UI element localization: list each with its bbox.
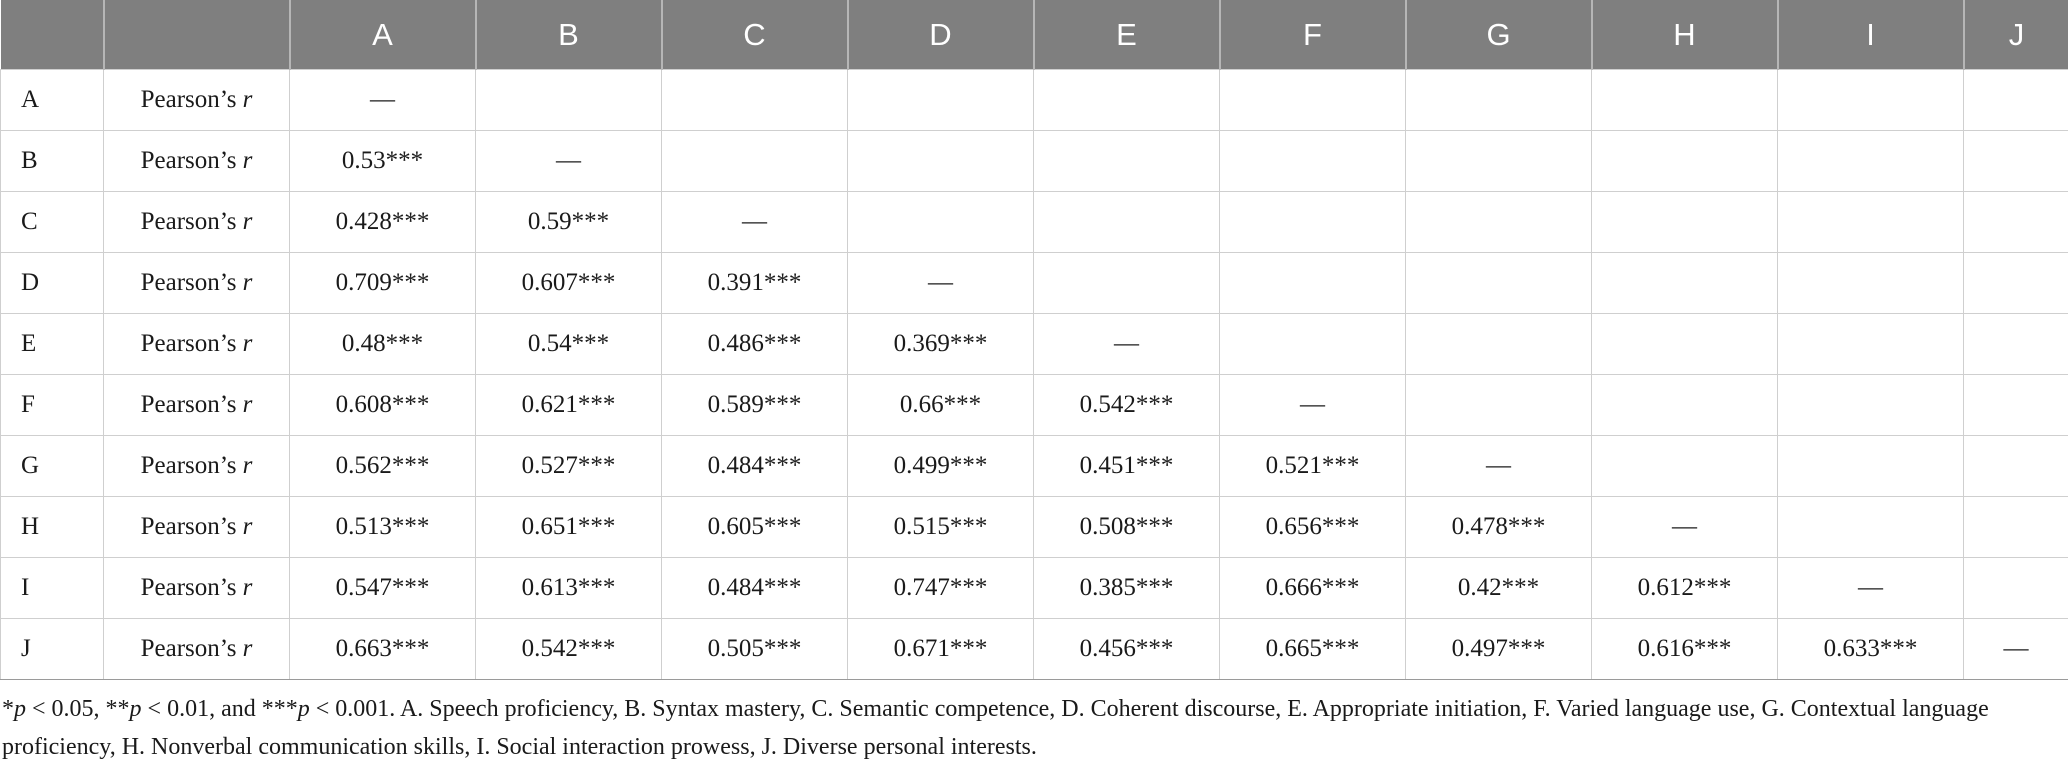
table-cell [662,70,848,131]
column-header: C [662,1,848,70]
statistic-prefix: Pearson’s [140,86,243,113]
table-cell: 0.59*** [476,192,662,253]
table-cell: 0.612*** [1592,558,1778,619]
statistic-label [104,619,290,680]
table-cell [1964,497,2068,558]
table-cell [1406,253,1592,314]
table-row [1,619,2068,680]
column-header: B [476,1,662,70]
table-cell: 0.499*** [848,436,1034,497]
statistic-prefix: Pearson’s [140,391,243,418]
table-cell: 0.484*** [662,558,848,619]
table-cell: 0.608*** [290,375,476,436]
table-cell: 0.497*** [1406,619,1592,680]
table-cell [1778,375,1964,436]
table-cell [1964,131,2068,192]
table-cell: 0.391*** [662,253,848,314]
footnote-p3-rest: < 0.001. A. Speech proficiency, B. Syntax mastery, C. Semantic competence, D. Coherent discourse, E. Appropriate initiation, F. Varied language use, G. Contextual language proficiency, H. Nonverbal communication skills, I. Social interaction prowess, J. Diverse personal interests. [2,696,1989,760]
table-cell: 0.451*** [1034,436,1220,497]
table-cell [1778,253,1964,314]
column-header: E [1034,1,1220,70]
table-cell: 0.651*** [476,497,662,558]
table-cell [1406,192,1592,253]
table-cell: 0.369*** [848,314,1034,375]
table-cell [1964,375,2068,436]
table-cell [1592,436,1778,497]
table-cell [1964,314,2068,375]
table-cell: 0.666*** [1220,558,1406,619]
table-cell [1778,436,1964,497]
table-body [1,70,2068,680]
statistic-label [104,192,290,253]
table-cell: 0.456*** [1034,619,1220,680]
row-label: J [1,619,104,680]
table-cell: — [290,70,476,131]
statistic-symbol: r [242,86,253,113]
column-header: I [1778,1,1964,70]
table-cell [1034,70,1220,131]
column-header [104,1,290,70]
table-cell [1406,131,1592,192]
table-cell [1220,192,1406,253]
table-cell: 0.607*** [476,253,662,314]
table-cell [1964,558,2068,619]
table-cell [1406,375,1592,436]
table-cell: 0.665*** [1220,619,1406,680]
table-cell: 0.48*** [290,314,476,375]
table-cell: 0.42*** [1406,558,1592,619]
table-cell [1778,497,1964,558]
statistic-label [104,558,290,619]
table-cell [1592,375,1778,436]
statistic-prefix: Pearson’s [140,452,243,479]
table-cell: — [1964,619,2068,680]
table-cell [848,192,1034,253]
footnote-p-symbol: p [297,696,310,722]
table-cell: 0.613*** [476,558,662,619]
table-row [1,436,2068,497]
table-cell: 0.515*** [848,497,1034,558]
table-cell: 0.385*** [1034,558,1220,619]
table-cell [1964,253,2068,314]
statistic-symbol: r [242,391,253,418]
statistic-prefix: Pearson’s [140,208,243,235]
footnote-p1-prefix: * [2,696,14,722]
row-label: A [1,70,104,131]
table-cell: 0.671*** [848,619,1034,680]
table-cell [848,70,1034,131]
column-header: A [290,1,476,70]
footnote-p1-rest: < 0.05, ** [26,696,130,722]
table-cell: 0.53*** [290,131,476,192]
table-cell [1034,253,1220,314]
table-row [1,314,2068,375]
row-label: I [1,558,104,619]
table-cell: 0.605*** [662,497,848,558]
table-cell [1220,70,1406,131]
statistic-symbol: r [242,452,253,479]
table-cell: 0.428*** [290,192,476,253]
table-cell: — [848,253,1034,314]
table-cell: 0.508*** [1034,497,1220,558]
table-row [1,497,2068,558]
table-row [1,192,2068,253]
table-cell: 0.505*** [662,619,848,680]
table-row [1,253,2068,314]
statistic-prefix: Pearson’s [140,513,243,540]
table-cell: — [1220,375,1406,436]
table-cell [1406,314,1592,375]
table-cell [1964,70,2068,131]
row-label: C [1,192,104,253]
table-cell [1220,131,1406,192]
statistic-symbol: r [242,635,253,662]
row-label: D [1,253,104,314]
row-label: B [1,131,104,192]
table-cell: — [1592,497,1778,558]
statistic-symbol: r [242,330,253,357]
footnote-p-symbol: p [129,696,142,722]
statistic-symbol: r [242,147,253,174]
statistic-symbol: r [242,208,253,235]
table-cell: 0.656*** [1220,497,1406,558]
table-row [1,70,2068,131]
table-cell: 0.663*** [290,619,476,680]
statistic-label [104,375,290,436]
column-header: F [1220,1,1406,70]
statistic-label [104,131,290,192]
table-cell: — [1034,314,1220,375]
table-cell [1406,70,1592,131]
table-cell: 0.747*** [848,558,1034,619]
row-label: H [1,497,104,558]
statistic-symbol: r [242,269,253,296]
table-cell: 0.486*** [662,314,848,375]
table-cell: 0.484*** [662,436,848,497]
table-cell [476,70,662,131]
table-cell [1778,192,1964,253]
table-cell: 0.527*** [476,436,662,497]
row-label: F [1,375,104,436]
table-cell [848,131,1034,192]
table-header-row [1,1,2068,70]
table-cell [1592,192,1778,253]
statistic-label [104,253,290,314]
table-cell [1034,131,1220,192]
statistic-prefix: Pearson’s [140,574,243,601]
table-cell: — [476,131,662,192]
column-header: D [848,1,1034,70]
column-header: H [1592,1,1778,70]
column-header: G [1406,1,1592,70]
statistic-prefix: Pearson’s [140,147,243,174]
table-cell [1592,131,1778,192]
table-cell [1034,192,1220,253]
table-cell: 0.562*** [290,436,476,497]
table-cell: — [662,192,848,253]
table-cell: 0.66*** [848,375,1034,436]
statistic-symbol: r [242,574,253,601]
table-cell: 0.709*** [290,253,476,314]
row-label: G [1,436,104,497]
table-row [1,558,2068,619]
row-label: E [1,314,104,375]
statistic-label [104,497,290,558]
table-cell [1220,253,1406,314]
statistic-label [104,70,290,131]
statistic-prefix: Pearson’s [140,330,243,357]
table-footnote [0,680,2068,766]
table-cell: 0.589*** [662,375,848,436]
table-cell: 0.633*** [1778,619,1964,680]
statistic-label [104,314,290,375]
table-cell [1592,253,1778,314]
table-cell: 0.54*** [476,314,662,375]
table-row [1,375,2068,436]
table-cell [1592,70,1778,131]
table-cell: 0.542*** [476,619,662,680]
table-cell: 0.616*** [1592,619,1778,680]
table-cell [1220,314,1406,375]
table-cell: 0.521*** [1220,436,1406,497]
column-header [1,1,104,70]
table-cell [662,131,848,192]
table-cell [1778,314,1964,375]
table-row [1,131,2068,192]
footnote-p2-rest: < 0.01, and *** [141,696,298,722]
table-cell: 0.513*** [290,497,476,558]
table-cell [1778,131,1964,192]
table-cell [1778,70,1964,131]
column-header: J [1964,1,2068,70]
table-cell: 0.542*** [1034,375,1220,436]
table-cell [1592,314,1778,375]
table-cell: — [1406,436,1592,497]
statistic-symbol: r [242,513,253,540]
statistic-prefix: Pearson’s [140,635,243,662]
table-cell [1964,192,2068,253]
table-cell: — [1778,558,1964,619]
statistic-label [104,436,290,497]
table-cell: 0.478*** [1406,497,1592,558]
table-cell: 0.547*** [290,558,476,619]
table-cell: 0.621*** [476,375,662,436]
table-cell [1964,436,2068,497]
statistic-prefix: Pearson’s [140,269,243,296]
footnote-p-symbol: p [14,696,26,722]
